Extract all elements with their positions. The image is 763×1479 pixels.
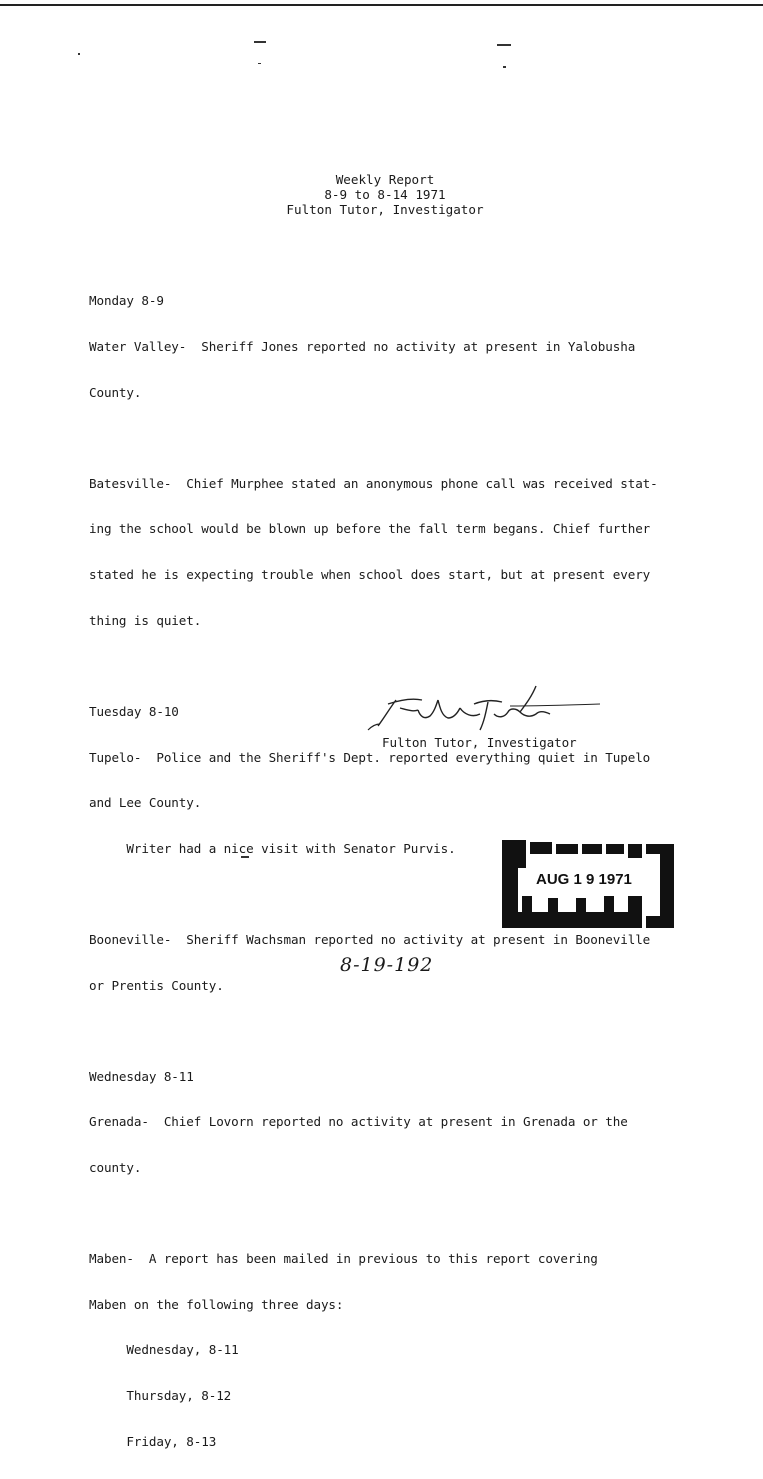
body-line: Wednesday 8-11 — [89, 1068, 194, 1084]
scan-speck — [258, 63, 261, 64]
body-line: county. — [89, 1159, 142, 1175]
received-stamp — [500, 836, 676, 932]
report-author: Fulton Tutor, Investigator — [286, 202, 484, 217]
body-line: Tupelo- Police and the Sheriff's Dept. reported everything quiet in Tupelo — [89, 749, 651, 765]
scan-speck — [254, 41, 266, 43]
body-line: Thursday, 8-12 — [89, 1388, 232, 1404]
body-line: Wednesday, 8-11 — [89, 1342, 239, 1358]
body-line: Monday 8-9 — [89, 293, 164, 309]
body-line — [89, 658, 658, 673]
report-dates: 8-9 to 8-14 1971 — [324, 187, 446, 202]
body-line: Maben- A report has been mailed in previous to this report covering — [89, 1251, 598, 1267]
received-stamp-graphic — [500, 836, 676, 932]
body-line: Friday, 8-13 — [89, 1433, 217, 1449]
body-line: County. — [89, 384, 142, 400]
body-line: Grenada- Chief Lovorn reported no activity at present in Grenada or the — [89, 1114, 628, 1130]
body-line: Booneville- Sheriff Wachsman reported no activity at present in Booneville — [89, 931, 651, 947]
body-line: Writer had a nice visit with Senator Purvis. — [89, 840, 456, 856]
report-title: Weekly Report — [335, 172, 435, 187]
body-line: Water Valley- Sheriff Jones reported no activity at present in Yalobusha — [89, 339, 636, 355]
body-line: stated he is expecting trouble when school does start, but at present every — [89, 567, 651, 583]
body-line: and Lee County. — [89, 795, 202, 811]
body-line — [89, 1023, 658, 1038]
handwritten-signature — [360, 678, 610, 738]
typed-signature-name: Fulton Tutor, Investigator — [382, 735, 577, 750]
body-line: Batesville- Chief Murphee stated an anonymous phone call was received stat- — [89, 475, 658, 491]
handwritten-date-note: 8-19-192 — [340, 954, 434, 976]
scan-speck — [78, 53, 80, 55]
page-top-rule — [0, 4, 763, 6]
body-line: Maben on the following three days: — [89, 1296, 344, 1312]
body-line — [89, 1206, 658, 1221]
body-line: thing is quiet. — [89, 612, 202, 628]
scan-speck — [497, 44, 511, 46]
body-line: Tuesday 8-10 — [89, 703, 179, 719]
body-line — [89, 430, 658, 445]
body-line: or Prentis County. — [89, 977, 224, 993]
stamp-date-text: AUG 1 9 1971 — [536, 871, 632, 888]
scan-speck — [503, 66, 506, 68]
body-line: ing the school would be blown up before the fall term begans. Chief further — [89, 521, 651, 537]
